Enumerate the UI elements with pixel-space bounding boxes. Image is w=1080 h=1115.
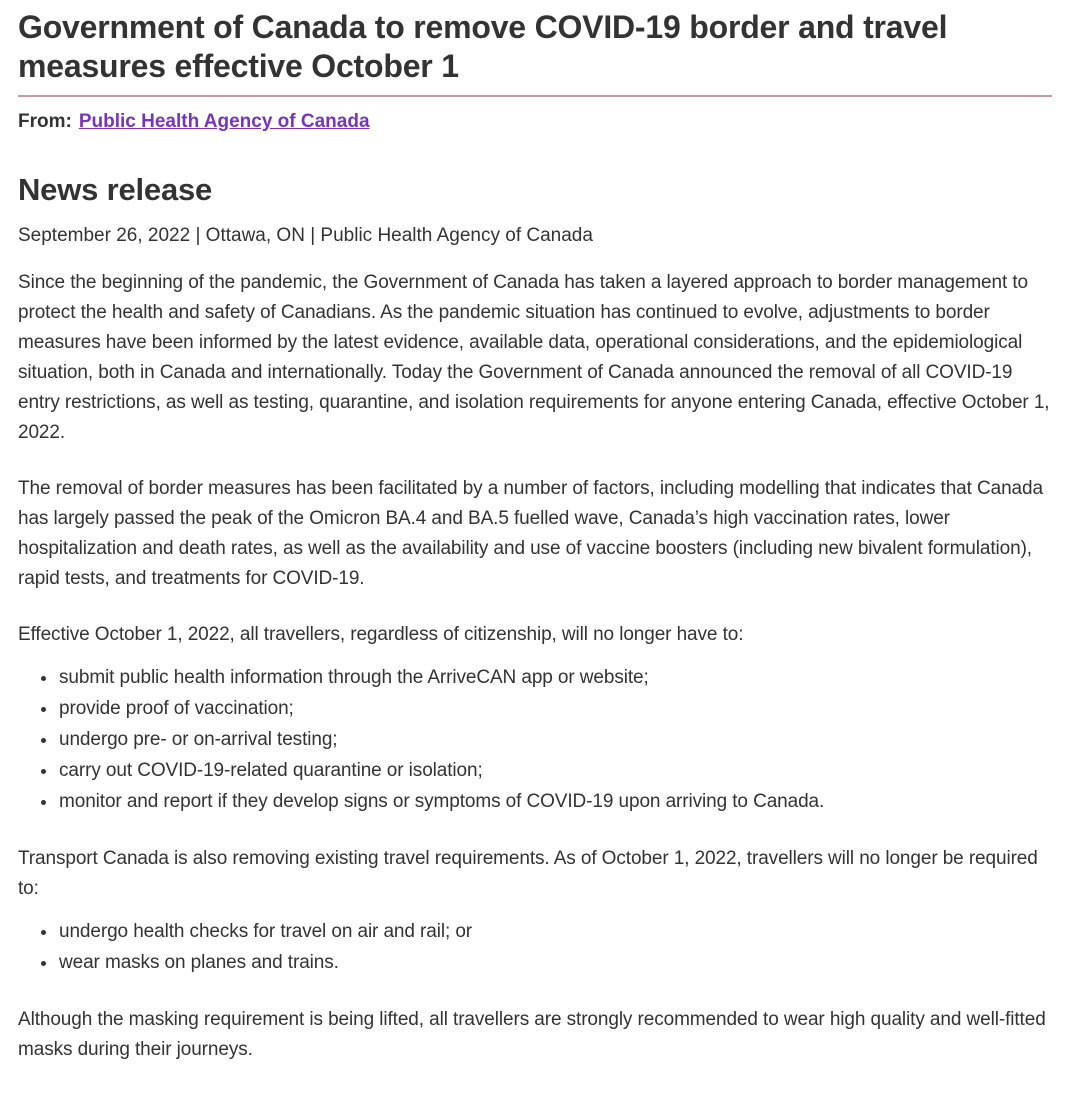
paragraph-effective-intro: Effective October 1, 2022, all travellers, regardless of citizenship, will no longer have to: [18, 624, 744, 645]
section-heading: News release [18, 172, 213, 207]
list-item: • provide proof of vaccination; [58, 694, 1052, 724]
paragraph-factors: The removal of border measures has been facilitated by a number of factors, including modelling that indicates that Canada has largely passed the peak of the Omicron BA.4 and BA.5 fuelled wave, Canada’s high vaccination rates, lower hospitalization and death rates, as well as the availability and use of vaccine boosters (including new bivalent formulation), rapid tests, and treatments for COVID-19. [18, 478, 1043, 589]
page-title: Government of Canada to remove COVID-19 border and travel measures effective October 1 [18, 9, 948, 84]
paragraph-transport-intro: Transport Canada is also removing existing travel requirements. As of October 1, 2022, travellers will no longer be required to: [18, 848, 1038, 899]
title-divider [18, 95, 1052, 97]
list-item: • undergo health checks for travel on air and rail; or [58, 917, 1052, 947]
list-item: • undergo pre- or on-arrival testing; [58, 725, 1052, 755]
article-body [18, 268, 1052, 1065]
paragraph-background: Since the beginning of the pandemic, the Government of Canada has taken a layered approach to border management to protect the health and safety of Canadians. As the pandemic situation has continued to evolve, adjustments to border measures have been informed by the latest evidence, available data, operational considerations, and the epidemiological situation, both in Canada and internationally. Today the Government of Canada announced the removal of all COVID-19 entry restrictions, as well as testing, quarantine, and isolation requirements for anyone entering Canada, effective October 1, 2022. [18, 272, 1050, 443]
list-item: • submit public health information through the ArriveCAN app or website; [58, 663, 1052, 693]
list-item: • carry out COVID-19-related quarantine or isolation; [58, 756, 1052, 786]
from-line [18, 110, 1052, 133]
list-item: • monitor and report if they develop signs or symptoms of COVID-19 upon arriving to Canada. [58, 787, 1052, 817]
from-label: From: [18, 111, 72, 132]
list-item: • wear masks on planes and trains. [58, 948, 1052, 978]
traveller-requirements-list [18, 663, 1052, 817]
paragraph-closing: Although the masking requirement is being lifted, all travellers are strongly recommended to wear high quality and well-fitted masks during their journeys. [18, 1009, 1046, 1060]
transport-requirements-list [18, 917, 1052, 978]
department-link[interactable]: Public Health Agency of Canada [78, 111, 370, 132]
dateline: September 26, 2022 | Ottawa, ON | Public Health Agency of Canada [18, 225, 593, 246]
